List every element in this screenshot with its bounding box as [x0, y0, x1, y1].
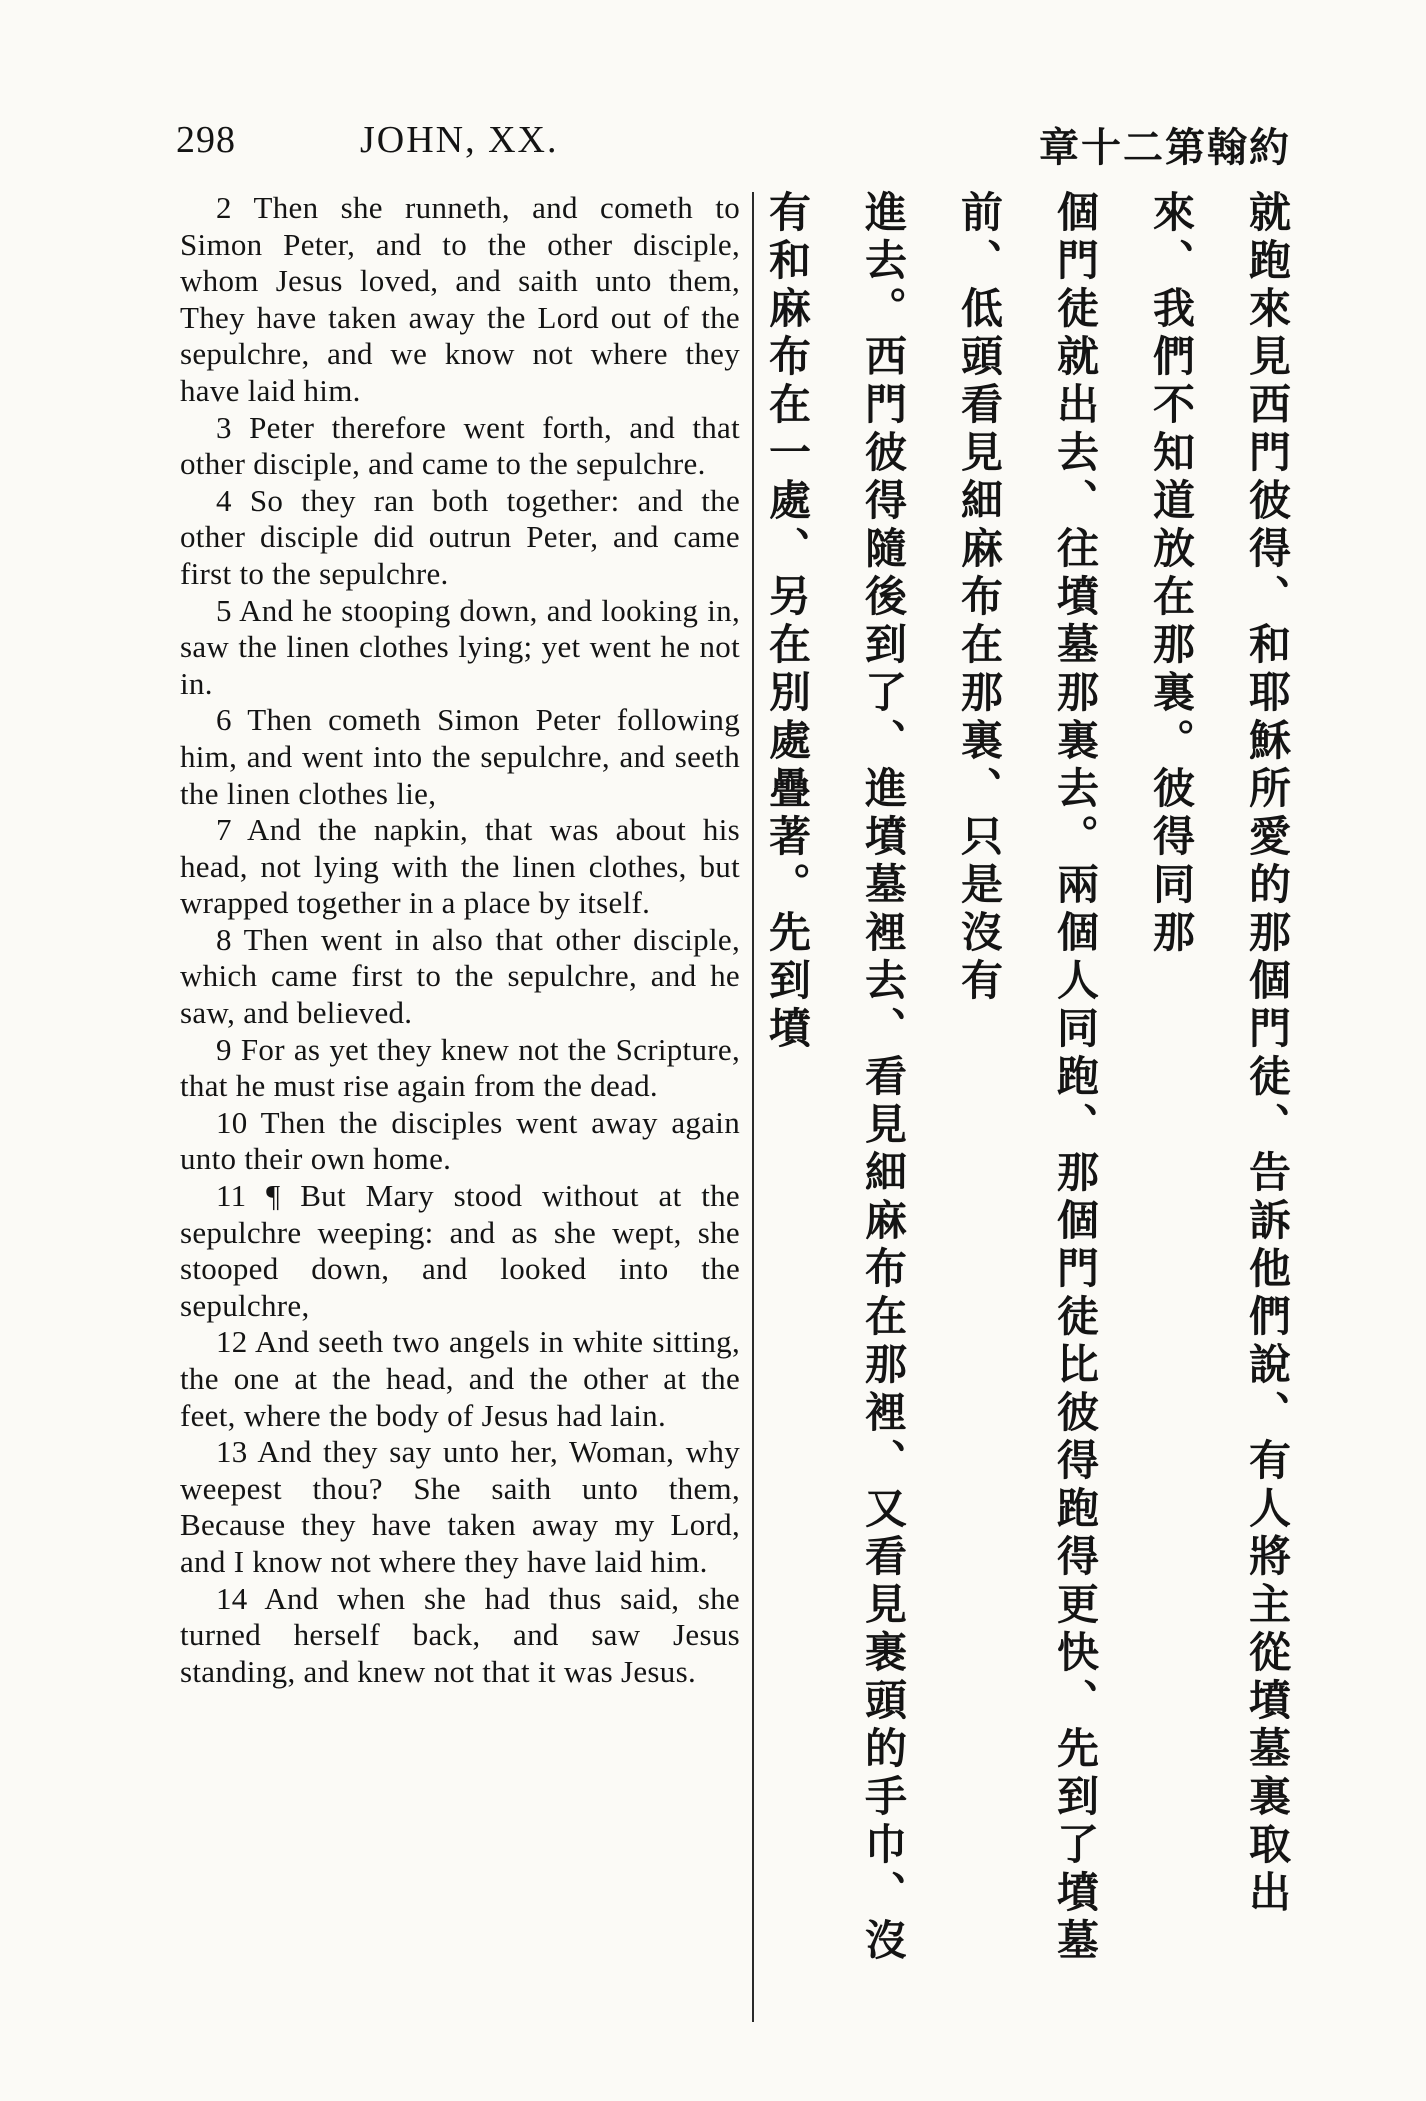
chinese-text-column: [755, 190, 1315, 2010]
verse-11: 11 ¶ But Mary stood without at the sepulchre weeping: and as she wept, she stooped down, and looked into the sepulchre,: [180, 1178, 740, 1323]
verse-8: 8 Then went in also that other disciple, which came first to the sepulchre, and he saw, and believed.: [180, 921, 740, 1031]
verse-5: 5 And he stooping down, and looking in, saw the linen clothes lying; yet went he not in.: [180, 592, 740, 701]
verse-12: 12 And seeth two angels in white sitting, the one at the head, and the other at the feet, where the body of Jesus had lain.: [180, 1324, 740, 1433]
verse-9: 9 For as yet they knew not the Scripture, that he must rise again from the dead.: [180, 1031, 740, 1104]
verse-3: 3 Peter therefore went forth, and that other disciple, and came to the sepulchre.: [180, 409, 740, 482]
running-head: JOHN, XX.: [360, 119, 559, 161]
verse-13: 13 And they say unto her, Woman, why weepest thou? She saith unto them, Because they have taken away my Lord, and I know not where they have laid him.: [180, 1434, 740, 1579]
verse-7: 7 And the napkin, that was about his head, not lying with the linen clothes, but wrapped together in a place by itself.: [180, 812, 740, 921]
column-divider: [752, 192, 754, 2022]
chinese-line: 個門徒就出去、往墳墓那裏去。兩個人同跑、那個門徒比彼得跑得更快、先到了墳墓前、低頭看見細麻布在那裏、只是沒有: [955, 190, 1100, 1966]
chinese-line: 進去。西門彼得隨後到了、進墳墓裡去、看見細麻布在那裡、又看見裹頭的手巾、沒有和麻布在一處、另在別處疊著。先到墳: [763, 190, 908, 1966]
page-number: 298: [176, 119, 236, 161]
verse-14: 14 And when she had thus said, she turned herself back, and saw Jesus standing, and knew not that it was Jesus.: [180, 1580, 740, 1689]
english-text-column: [180, 190, 740, 1690]
chinese-line: 就跑來見西門彼得、和耶穌所愛的那個門徒、告訴他們說、有人將主從墳墓裏取出來、我們不知道放在那裏。彼得同那: [1147, 190, 1292, 1918]
verse-10: 10 Then the disciples went away again unto their own home.: [180, 1104, 740, 1177]
verse-6: 6 Then cometh Simon Peter following him, and went into the sepulchre, and seeth the linen clothes lie,: [180, 702, 740, 811]
chinese-running-head: 約翰第二十章: [1039, 125, 1291, 171]
verse-4: 4 So they ran both together: and the other disciple did outrun Peter, and came first to the sepulchre.: [180, 482, 740, 591]
verse-2: 2 Then she runneth, and cometh to Simon Peter, and to the other disciple, whom Jesus loved, and saith unto them, They have taken away the Lord out of the sepulchre, and we know not where they have laid him.: [180, 190, 740, 408]
